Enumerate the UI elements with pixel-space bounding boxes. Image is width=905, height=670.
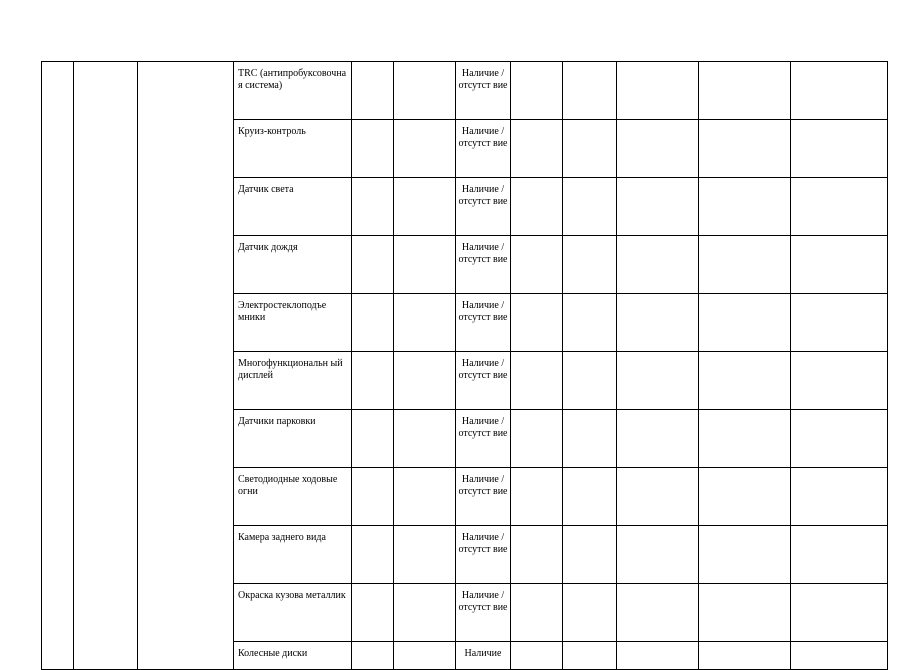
- unit-cell: Наличие /отсутст вие: [456, 468, 511, 526]
- empty-cell: [699, 62, 791, 120]
- empty-cell: [617, 526, 699, 584]
- empty-cell: [352, 526, 394, 584]
- empty-cell: [394, 410, 456, 468]
- empty-cell: [699, 178, 791, 236]
- empty-cell: [617, 410, 699, 468]
- empty-cell: [617, 468, 699, 526]
- empty-cell: [352, 584, 394, 642]
- unit-cell: Наличие /отсутст вие: [456, 62, 511, 120]
- empty-cell: [791, 584, 888, 642]
- feature-name-cell: Круиз-контроль: [234, 120, 352, 178]
- empty-cell: [563, 410, 617, 468]
- empty-cell: [511, 178, 563, 236]
- empty-cell: [511, 236, 563, 294]
- empty-cell: [617, 352, 699, 410]
- empty-cell: [563, 62, 617, 120]
- unit-cell: Наличие /отсутст вие: [456, 178, 511, 236]
- empty-cell: [617, 584, 699, 642]
- empty-cell: [791, 468, 888, 526]
- empty-cell: [394, 642, 456, 670]
- merged-col-1: [42, 62, 74, 670]
- feature-name-cell: Датчики парковки: [234, 410, 352, 468]
- empty-cell: [791, 352, 888, 410]
- unit-cell: Наличие /отсутст вие: [456, 410, 511, 468]
- empty-cell: [511, 410, 563, 468]
- merged-col-3: [138, 62, 234, 670]
- empty-cell: [791, 236, 888, 294]
- empty-cell: [699, 642, 791, 670]
- unit-cell: Наличие /отсутст вие: [456, 294, 511, 352]
- empty-cell: [563, 178, 617, 236]
- empty-cell: [699, 352, 791, 410]
- empty-cell: [617, 120, 699, 178]
- empty-cell: [352, 410, 394, 468]
- empty-cell: [394, 526, 456, 584]
- empty-cell: [791, 526, 888, 584]
- unit-cell: Наличие /отсутст вие: [456, 526, 511, 584]
- empty-cell: [394, 352, 456, 410]
- empty-cell: [394, 294, 456, 352]
- unit-cell: Наличие: [456, 642, 511, 670]
- empty-cell: [563, 236, 617, 294]
- feature-name-cell: TRC (антипробуксовочна я система): [234, 62, 352, 120]
- empty-cell: [617, 178, 699, 236]
- empty-cell: [394, 62, 456, 120]
- empty-cell: [699, 236, 791, 294]
- table-row: [42, 62, 888, 120]
- empty-cell: [511, 468, 563, 526]
- merged-col-2: [74, 62, 138, 670]
- empty-cell: [699, 410, 791, 468]
- empty-cell: [563, 526, 617, 584]
- empty-cell: [563, 584, 617, 642]
- empty-cell: [791, 178, 888, 236]
- empty-cell: [352, 178, 394, 236]
- feature-name-cell: Многофункциональн ый дисплей: [234, 352, 352, 410]
- empty-cell: [791, 120, 888, 178]
- empty-cell: [352, 468, 394, 526]
- empty-cell: [394, 120, 456, 178]
- feature-name-cell: Датчик света: [234, 178, 352, 236]
- empty-cell: [394, 468, 456, 526]
- empty-cell: [791, 642, 888, 670]
- empty-cell: [563, 352, 617, 410]
- feature-name-cell: Датчик дождя: [234, 236, 352, 294]
- empty-cell: [394, 178, 456, 236]
- empty-cell: [352, 120, 394, 178]
- empty-cell: [511, 352, 563, 410]
- unit-cell: Наличие /отсутст вие: [456, 236, 511, 294]
- empty-cell: [617, 294, 699, 352]
- empty-cell: [617, 62, 699, 120]
- empty-cell: [352, 294, 394, 352]
- empty-cell: [394, 236, 456, 294]
- empty-cell: [699, 294, 791, 352]
- empty-cell: [511, 642, 563, 670]
- feature-name-cell: Электростеклоподъе мники: [234, 294, 352, 352]
- feature-name-cell: Камера заднего вида: [234, 526, 352, 584]
- empty-cell: [352, 352, 394, 410]
- empty-cell: [563, 120, 617, 178]
- empty-cell: [699, 526, 791, 584]
- empty-cell: [511, 62, 563, 120]
- empty-cell: [791, 294, 888, 352]
- empty-cell: [617, 642, 699, 670]
- empty-cell: [352, 642, 394, 670]
- empty-cell: [511, 120, 563, 178]
- empty-cell: [563, 642, 617, 670]
- empty-cell: [511, 294, 563, 352]
- empty-cell: [511, 584, 563, 642]
- unit-cell: Наличие /отсутст вие: [456, 352, 511, 410]
- empty-cell: [352, 236, 394, 294]
- empty-cell: [511, 526, 563, 584]
- empty-cell: [699, 120, 791, 178]
- feature-name-cell: Светодиодные ходовые огни: [234, 468, 352, 526]
- unit-cell: Наличие /отсутст вие: [456, 120, 511, 178]
- document-table: [41, 61, 888, 670]
- feature-name-cell: Колесные диски: [234, 642, 352, 670]
- empty-cell: [563, 468, 617, 526]
- empty-cell: [563, 294, 617, 352]
- empty-cell: [699, 584, 791, 642]
- unit-cell: Наличие /отсутст вие: [456, 584, 511, 642]
- table-body: [42, 62, 888, 670]
- empty-cell: [617, 236, 699, 294]
- feature-name-cell: Окраска кузова металлик: [234, 584, 352, 642]
- empty-cell: [352, 62, 394, 120]
- empty-cell: [699, 468, 791, 526]
- empty-cell: [791, 62, 888, 120]
- empty-cell: [791, 410, 888, 468]
- empty-cell: [394, 584, 456, 642]
